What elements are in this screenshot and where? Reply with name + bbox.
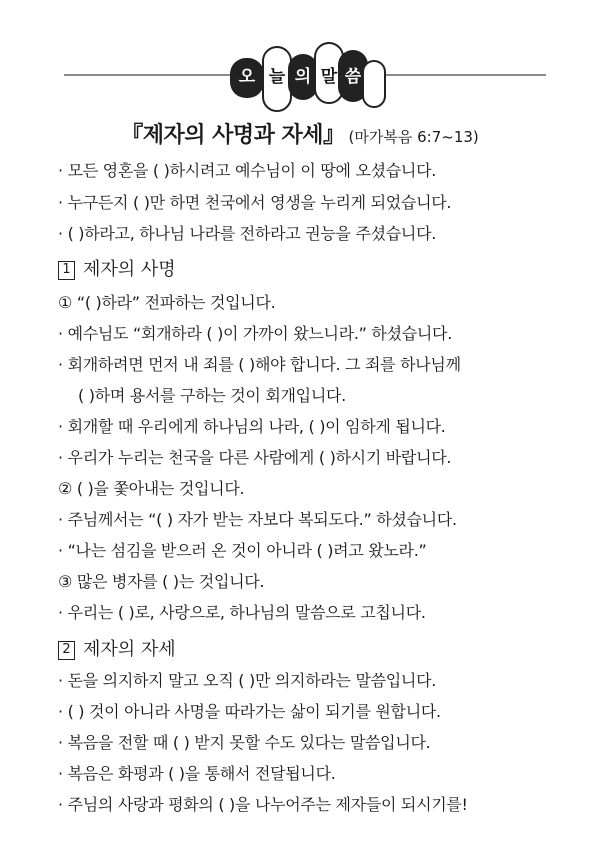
section1-line: · 예수님도 “회개하라 ( )이 가까이 왔느니라.” 하셨습니다. [58,324,452,343]
header-banner [0,0,600,120]
section1-line: · 회개할 때 우리에게 하나님의 나라, ( )이 임하게 됩니다. [58,417,446,436]
header-rule-left [64,74,232,76]
section1-line: · “나는 섬김을 받으러 온 것이 아니라 ( )려고 왔노라.” [58,541,427,560]
header-char: 오 [238,67,256,87]
section-heading-text: 제자의 사명 [83,259,176,280]
section1-line: ③ 많은 병자를 ( )는 것입니다. [58,572,265,591]
header-char: 의 [294,67,312,87]
section2-line: · 복음은 화평과 ( )을 통해서 전달됩니다. [58,764,336,783]
section2-line: · 주님의 사랑과 평화의 ( )을 나누어주는 제자들이 되시기를! [58,795,468,814]
section1-line: ① “( )하라” 전파하는 것입니다. [58,293,276,312]
sermon-title [0,118,600,149]
title-main: 『제자의 사명과 자세』 [121,123,345,148]
section1-line: · 주님께서는 “( ) 자가 받는 자보다 복되도다.” 하셨습니다. [58,510,457,529]
section-number-box: 1 [58,261,75,280]
title-reference: (마가복음 6:7~13) [348,128,479,146]
section-heading-1 [58,255,176,281]
header-rule-right [378,74,546,76]
header-ornament [226,40,386,118]
section-heading-text: 제자의 자세 [83,639,176,660]
header-char: 늘 [268,67,286,87]
section2-line: · ( ) 것이 아니라 사명을 따라가는 삶이 되기를 원합니다. [58,702,441,721]
section2-line: · 복음을 전할 때 ( ) 받지 못할 수도 있다는 말씀입니다. [58,733,431,752]
intro-line: · 모든 영혼을 ( )하시려고 예수님이 이 땅에 오셨습니다. [58,161,437,180]
section1-line: ( )하며 용서를 구하는 것이 회개입니다. [78,386,346,405]
header-char: 말 [320,67,338,87]
intro-line: · 누구든지 ( )만 하면 천국에서 영생을 누리게 되었습니다. [58,193,452,212]
section-number-box: 2 [58,641,75,660]
section-heading-2 [58,635,176,661]
section1-line: ② ( )을 쫓아내는 것입니다. [58,479,245,498]
section1-line: · 우리가 누리는 천국을 다른 사람에게 ( )하시기 바랍니다. [58,448,452,467]
ornament-pill [362,60,386,108]
section1-line: · 우리는 ( )로, 사랑으로, 하나님의 말씀으로 고칩니다. [58,603,426,622]
section1-line: · 회개하려면 먼저 내 죄를 ( )해야 합니다. 그 죄를 하나님께 [58,355,461,374]
section2-line: · 돈을 의지하지 말고 오직 ( )만 의지하라는 말씀입니다. [58,671,437,690]
intro-line: · ( )하라고, 하나님 나라를 전하라고 권능을 주셨습니다. [58,224,437,243]
header-char: 씀 [344,67,362,87]
